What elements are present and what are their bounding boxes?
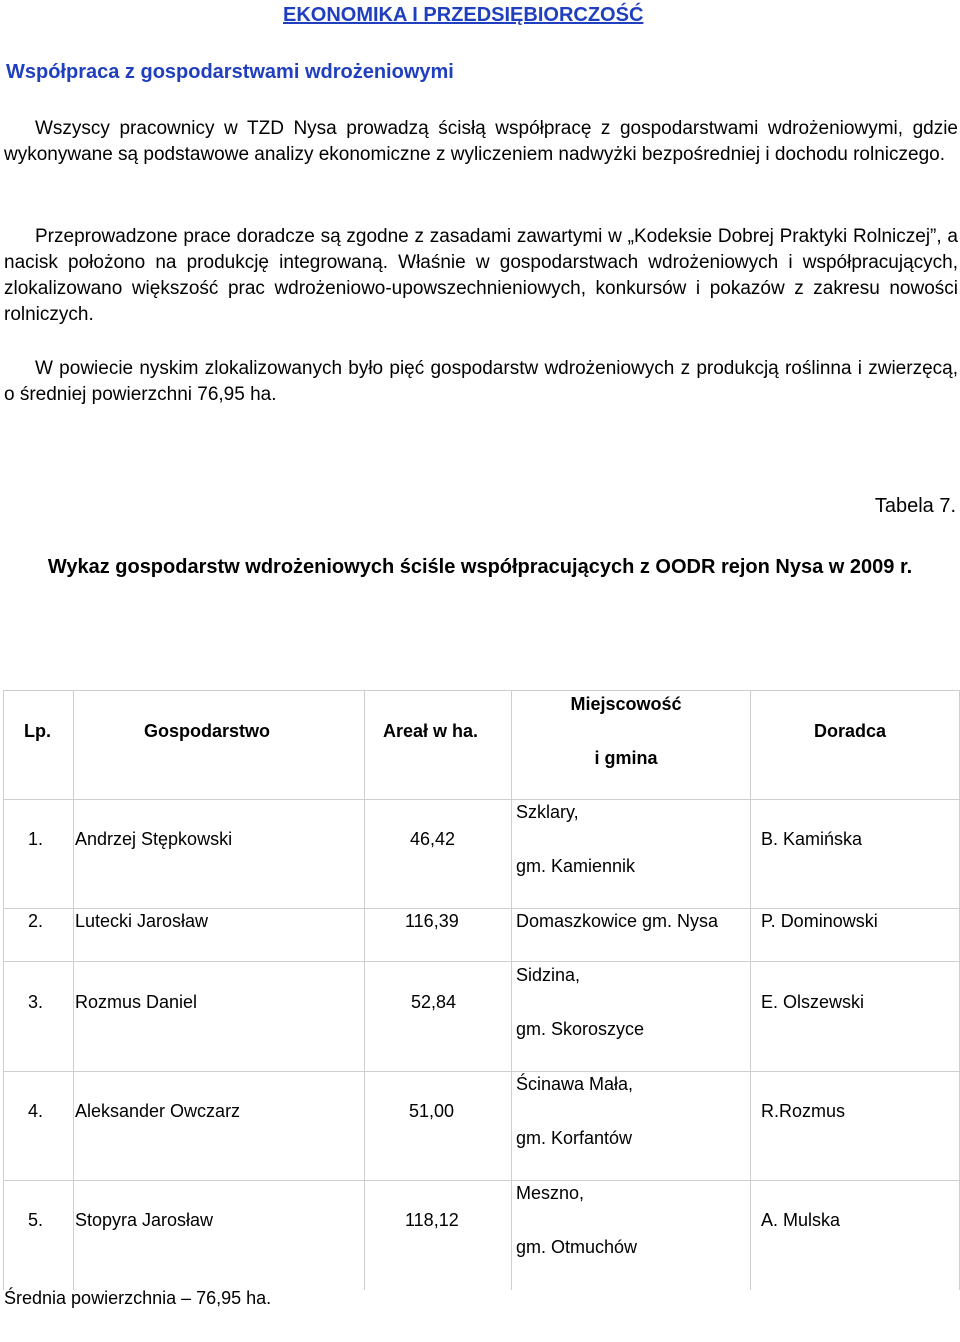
row-5-farm: Stopyra Jarosław: [75, 1210, 214, 1230]
row-2-lp: 2.: [28, 911, 44, 931]
row-1-place-line1: Szklary,: [516, 802, 579, 822]
table-caption: Wykaz gospodarstw wdrożeniowych ściśle współpracujących z OODR rejon Nysa w 2009 r.: [47, 556, 913, 578]
row-3-place-line1: Sidzina,: [516, 965, 581, 985]
row-4-place-line2: gm. Korfantów: [516, 1128, 633, 1148]
row-5-place-line2: gm. Otmuchów: [516, 1237, 638, 1257]
row-5-place-line1: Meszno,: [516, 1183, 585, 1203]
paragraph-3: [4, 356, 958, 408]
table-divider: [4, 961, 960, 962]
row-4-area: 51,00: [409, 1101, 455, 1121]
paragraph-3-text: W powiecie nyskim zlokalizowanych było pięć gospodarstw wdrożeniowych z produkcją roślinna i zwierzęcą, o średniej powierzchni 76,95 ha.: [4, 358, 958, 405]
header-area: Areał w ha.: [383, 721, 479, 741]
row-2-place-line1: Domaszkowice gm. Nysa: [516, 911, 719, 931]
paragraph-2-text: Przeprowadzone prace doradcze są zgodne z zasadami zawartymi w „Kodeksie Dobrej Praktyki Rolniczej”, a nacisk położono na produkcję integrowaną. Właśnie w gospodarstwach wdrożeniowych i współpracujących, zlokalizowano większość prac wdrożeniowo-upowszechnieniowych, konkursów i pokazów z zakresu nowości rolniczych.: [4, 226, 958, 325]
row-3-lp: 3.: [28, 992, 44, 1012]
header-farm: Gospodarstwo: [144, 721, 271, 741]
row-1-farm: Andrzej Stępkowski: [75, 829, 233, 849]
paragraph-1: [4, 116, 958, 168]
table-divider: [511, 691, 512, 1290]
row-4-farm: Aleksander Owczarz: [75, 1101, 241, 1121]
average-area-note: Średnia powierzchnia – 76,95 ha.: [4, 1288, 272, 1308]
header-place-line2: i gmina: [594, 748, 658, 768]
row-2-advisor: P. Dominowski: [761, 911, 878, 931]
table-divider: [4, 908, 960, 909]
row-1-lp: 1.: [28, 829, 44, 849]
row-2-area: 116,39: [405, 911, 459, 931]
table-divider: [750, 691, 751, 1290]
row-3-place-line2: gm. Skoroszyce: [516, 1019, 645, 1039]
row-4-advisor: R.Rozmus: [761, 1101, 846, 1121]
row-4-lp: 4.: [28, 1101, 44, 1121]
table-divider: [4, 1180, 960, 1181]
row-1-area: 46,42: [410, 829, 456, 849]
farms-table: [3, 690, 960, 1290]
table-divider: [4, 799, 960, 800]
row-4-place-line1: Ścinawa Mała,: [516, 1074, 634, 1094]
paragraph-2: [4, 224, 958, 328]
row-5-lp: 5.: [28, 1210, 44, 1230]
header-advisor: Doradca: [814, 721, 887, 741]
row-3-advisor: E. Olszewski: [761, 992, 865, 1012]
row-5-area: 118,12: [405, 1210, 459, 1230]
table-divider: [4, 1071, 960, 1072]
row-3-area: 52,84: [411, 992, 457, 1012]
table-divider: [73, 691, 74, 1290]
row-1-place-line2: gm. Kamiennik: [516, 856, 636, 876]
header-lp: Lp.: [24, 721, 51, 741]
paragraph-1-text: Wszyscy pracownicy w TZD Nysa prowadzą ścisłą współpracę z gospodarstwami wdrożeniowymi, gdzie wykonywane są podstawowe analizy ekonomiczne z wyliczeniem nadwyżki bezpośredniej i dochodu rolniczego.: [4, 118, 958, 165]
document-title: EKONOMIKA I PRZEDSIĘBIORCZOŚĆ: [283, 4, 644, 26]
row-2-farm: Lutecki Jarosław: [75, 911, 209, 931]
table-number-label: Tabela 7.: [874, 495, 956, 517]
header-place-line1: Miejscowość: [570, 694, 682, 714]
section-heading: Współpraca z gospodarstwami wdrożeniowymi: [6, 61, 454, 83]
table-divider: [364, 691, 365, 1290]
row-1-advisor: B. Kamińska: [761, 829, 863, 849]
row-3-farm: Rozmus Daniel: [75, 992, 198, 1012]
row-5-advisor: A. Mulska: [761, 1210, 841, 1230]
